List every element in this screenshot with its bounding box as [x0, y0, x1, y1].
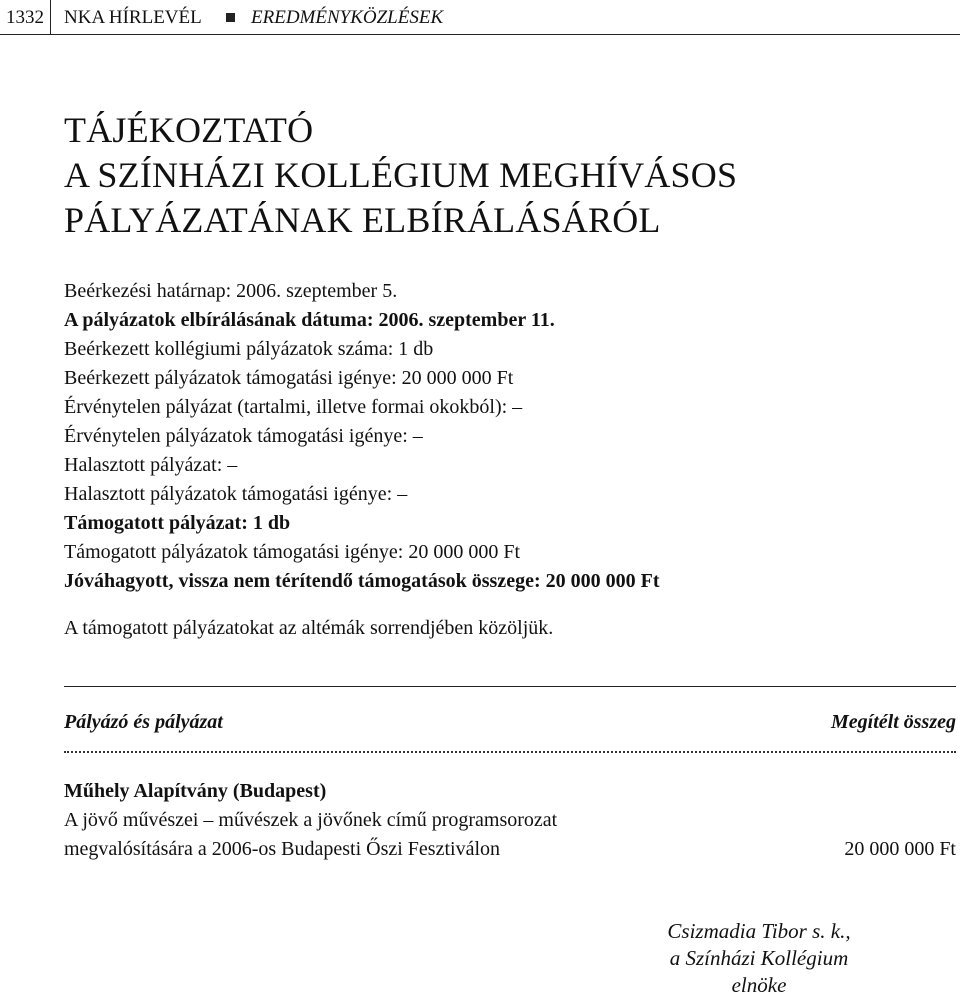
header-divider — [50, 0, 51, 34]
title-line-3: PÁLYÁZATÁNAK ELBÍRÁLÁSÁRÓL — [64, 200, 661, 240]
deadline-line: Beérkezési határnap: 2006. szeptember 5. — [64, 280, 398, 302]
page-header — [0, 0, 960, 35]
table-dotted-rule — [64, 751, 956, 753]
signatory-role-line-2: elnöke — [731, 973, 787, 997]
signature-block — [634, 918, 884, 999]
intro-text: A támogatott pályázatokat az altémák sorrendjében közöljük. — [64, 617, 554, 639]
signatory-role-line-1: a Színházi Kollégium — [669, 946, 849, 970]
postponed-count-line: Halasztott pályázat: – — [64, 454, 238, 476]
received-count-line: Beérkezett kollégiumi pályázatok száma: 1 db — [64, 338, 434, 360]
supported-count-line: Támogatott pályázat: 1 db — [64, 512, 291, 534]
page-number: 1332 — [6, 7, 44, 28]
publication-name: NKA HÍRLEVÉL — [64, 7, 202, 28]
section-name: EREDMÉNYKÖZLÉSEK — [251, 7, 444, 28]
decision-date-line: A pályázatok elbírálásának dátuma: 2006. szeptember 11. — [64, 309, 555, 331]
project-description-line-1: A jövő művészei – művészek a jövőnek című programsorozat — [64, 809, 558, 831]
invalid-demand-line: Érvénytelen pályázatok támogatási igénye: – — [64, 425, 423, 447]
invalid-count-line: Érvénytelen pályázat (tartalmi, illetve formai okokból): – — [64, 396, 523, 418]
table-top-rule — [64, 686, 956, 687]
supported-demand-line: Támogatott pályázatok támogatási igénye: 20 000 000 Ft — [64, 541, 521, 563]
project-description-line-2: megvalósítására a 2006-os Budapesti Őszi Fesztiválon — [64, 838, 501, 860]
applicant-name: Műhely Alapítvány (Budapest) — [64, 780, 327, 802]
square-bullet-icon — [226, 13, 235, 22]
page-title — [64, 108, 737, 243]
column-header-applicant: Pályázó és pályázat — [64, 711, 223, 733]
postponed-demand-line: Halasztott pályázatok támogatási igénye: – — [64, 483, 408, 505]
awarded-amount: 20 000 000 Ft — [844, 838, 956, 860]
title-line-1: TÁJÉKOZTATÓ — [64, 110, 314, 150]
received-demand-line: Beérkezett pályázatok támogatási igénye: 20 000 000 Ft — [64, 367, 514, 389]
title-line-2: A SZÍNHÁZI KOLLÉGIUM MEGHÍVÁSOS — [64, 155, 738, 195]
approved-total-line: Jóváhagyott, vissza nem térítendő támogatások összege: 20 000 000 Ft — [64, 570, 660, 592]
column-header-amount: Megítélt összeg — [831, 711, 956, 733]
signatory-name: Csizmadia Tibor s. k., — [667, 919, 851, 943]
